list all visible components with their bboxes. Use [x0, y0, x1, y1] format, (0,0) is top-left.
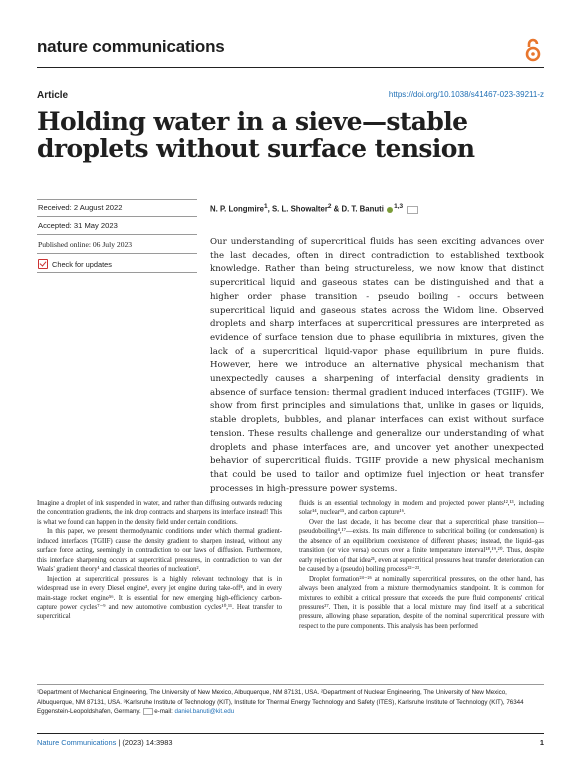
email-icon[interactable] [407, 206, 418, 214]
journal-name[interactable]: nature communications [37, 37, 225, 56]
paragraph: In this paper, we present thermodynamic conditions under which thermal gradient-induced interfaces (TGIIF) cause the density gradient to sharpen instead, without any surface force acting, seemingly in contradiction to our laws of diffusion. Furthermore, this interface sharpening occurs at supercritical pressures, in contradiction to van der Waals' gradient theory¹ and classical theories of nucleation². [37, 528, 282, 574]
meta-divider [37, 199, 197, 200]
footer-volume: | (2023) 14:3983 [118, 738, 173, 747]
footer-citation [37, 738, 172, 747]
affiliation-mark: 2 [327, 203, 332, 210]
body-column-right [299, 499, 544, 631]
paragraph: Imagine a droplet of ink suspended in water, and rather than diffusing outwards reducing the concentration gradients, the ink drop contracts and sharpens its interface instead! This is what we found can happen in the density field under certain conditions. [37, 500, 282, 526]
meta-divider [37, 253, 197, 254]
meta-divider [37, 216, 197, 217]
page-number: 1 [539, 738, 544, 747]
check-updates-icon [38, 259, 48, 269]
affiliation-mark: 1 [264, 203, 268, 210]
meta-divider [37, 272, 197, 273]
open-access-icon[interactable] [524, 38, 542, 62]
footer-rule [37, 733, 544, 734]
received-date: Received: 2 August 2022 [38, 203, 123, 212]
abstract: Our understanding of supercritical fluids has seen exciting advances over the last decades, often in direct contradiction to established textbook knowledge. Rather than being structureless, we now know that distinct supercritical liquid and gaseous states can be distinguished and that a higher order phase transition - pseudo boiling - occurs between supercritical liquid and gaseous states across the Widom line. Observed droplets and sharp interfaces at supercritical pressures are interpreted as evidence of surface tension due to phase equilibria in mixtures, given the lack of a supercritical liquid-vapor phase equilibrium in pure fluids. However, here we introduce an alternative physical mechanism that unexpectedly causes a sharpening of interfacial density gradients in absence of surface tension: thermal gradient induced interfaces (TGIIF). We show from first principles and simulations that, unlike in gases or liquids, stable droplets, bubbles, and planar interfaces can exist without surface tension. These results challenge and generalize our understanding of what droplets and phase interfaces are, and uncover yet another unexpected behavior of supercritical fluids. TGIIF provide a new physical mechanism that could be used to tailor and optimize fuel injection or heat transfer processes in high-pressure power systems. [210, 237, 544, 494]
email-link[interactable]: daniel.banuti@kit.edu [174, 708, 235, 716]
orcid-icon[interactable] [387, 207, 393, 213]
author-name[interactable]: N. P. Longmire [210, 204, 265, 214]
affiliations [37, 688, 544, 717]
header-rule [37, 67, 544, 68]
email-label: e-mail: [154, 708, 173, 716]
check-updates-label: Check for updates [52, 259, 112, 269]
doi-link[interactable]: https://doi.org/10.1038/s41467-023-39211-z [388, 90, 544, 99]
author-name[interactable]: , S. L. Showalter [267, 204, 328, 214]
email-icon [143, 708, 153, 715]
paragraph: fluids is an essential technology in modern and projected power plants¹²,¹³, including solar¹⁴, nuclear¹⁵, and carbon capture¹⁶. [299, 500, 544, 517]
check-updates-button[interactable] [38, 259, 112, 269]
author-list [210, 203, 418, 214]
article-title: Holding water in a sieve—stable droplets without surface tension [37, 107, 475, 163]
affiliation-text: ¹Department of Mechanical Engineering, The University of New Mexico, Albuquerque, NM 87131, USA. ²Department of Nuclear Engineering, The University of New Mexico, Albuquerque, NM 87131, USA. ³Karlsruhe Institute of Technology (KIT), Institute for Thermal Energy Technology and Safety (ITES), Karlsruhe Institute of Technology (KIT), 76344 Eggenstein-Leopoldshafen, Germany. [37, 689, 524, 716]
accepted-date: Accepted: 31 May 2023 [38, 221, 118, 230]
author-name[interactable]: & D. T. Banuti [331, 204, 384, 214]
published-date: Published online: 06 July 2023 [38, 240, 133, 249]
paragraph: Injection at supercritical pressures is a highly relevant technology that is in widespread use in every Diesel engine³, every jet engine during take-off⁴, and in every main-stage rocket engine⁵⁶. It is essential for new emerging high-efficiency carbon-capture power cycles⁷⁻⁹ and new automotive combustion cycles¹⁰,¹¹. Heat transfer to supercritical [37, 575, 282, 621]
paragraph: Droplet formation²⁴⁻²⁶ at nominally supercritical pressures, on the other hand, has always been analyzed from a mixture thermodynamics standpoint. It is common for mixtures to exhibit a critical pressure that exceeds the pure fluid components' critical pressures²⁷. Then, it is possible that a local mixture may find itself at a subcritical pressure, allowing phase separation, despite of the nominal supercritical pressure with respect to the pure components. This analysis has been performed [299, 575, 544, 630]
footer-journal-link[interactable]: Nature Communications [37, 738, 117, 747]
article-type: Article [37, 90, 69, 101]
meta-divider [37, 234, 197, 235]
affiliation-mark: 1,3 [394, 203, 404, 210]
paragraph: Over the last decade, it has become clear that a supercritical phase transition—pseudoboiling⁴,¹⁷—exists. Its main difference to subcritical boiling (or condensation) is the absence of an equilibrium coexistence of different phases; instead, the liquid–gas transition (or vice versa) occurs over a finite temperature interval¹⁸,¹⁹,²⁰. Thus, despite early rejection of that idea²¹, even at supercritical pressures heat transfer deterioration can be caused by a (pseudo) boiling process²²⁻²³. [299, 518, 544, 574]
footnote-rule [37, 684, 544, 685]
body-column-left [37, 499, 282, 622]
